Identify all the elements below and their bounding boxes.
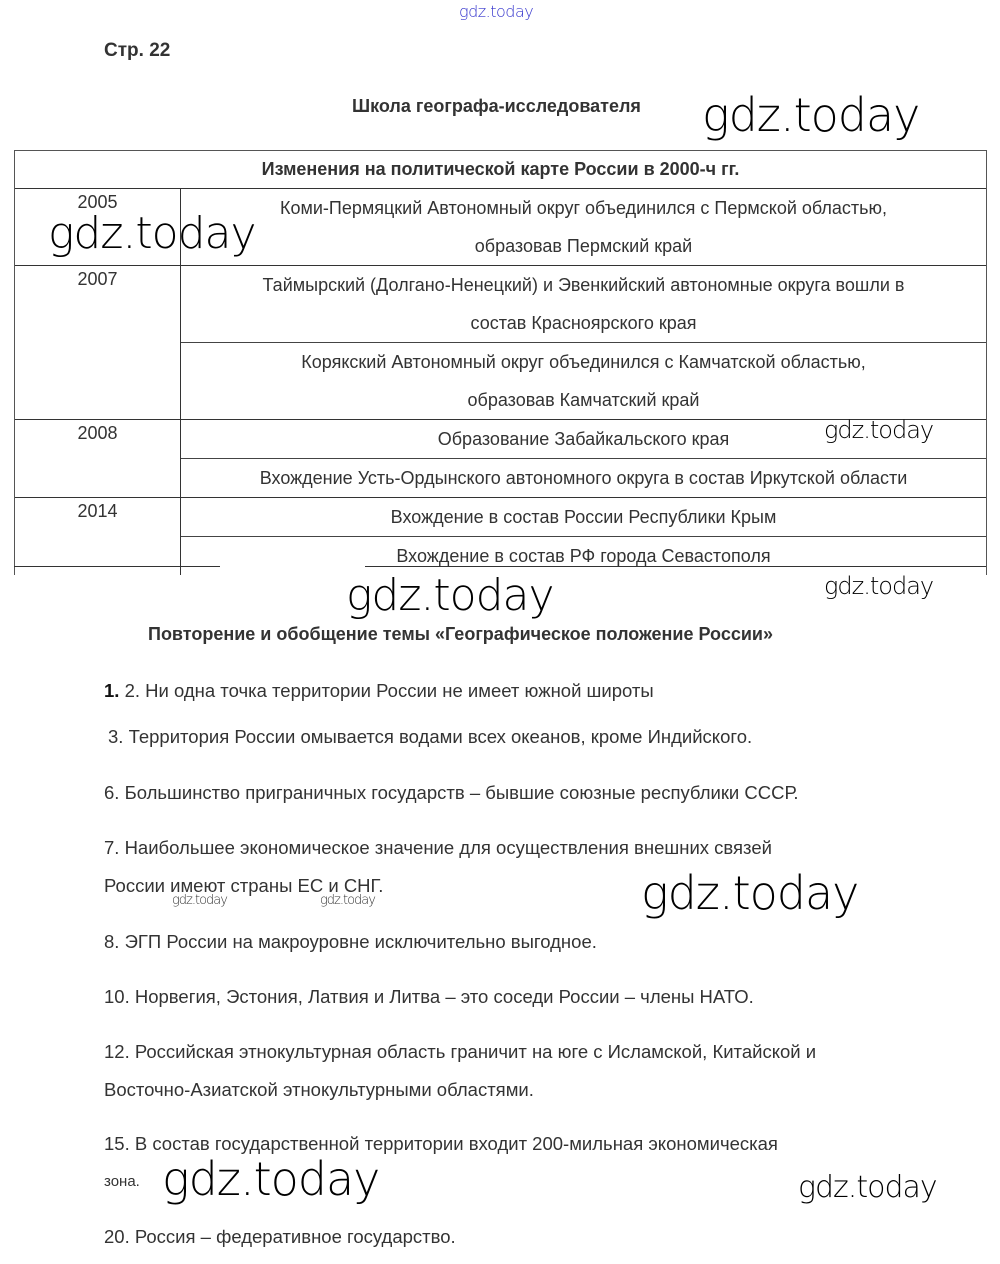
event-line: Корякский Автономный округ объединился с Камчатской областью,	[301, 352, 866, 372]
watermark: gdz.today	[320, 893, 375, 908]
table-bottom-border	[14, 566, 220, 567]
page-number: Стр. 22	[104, 40, 171, 61]
answer-item: 7. Наибольшее экономическое значение для осуществления внешних связей	[104, 837, 772, 858]
task-number: 1.	[104, 680, 120, 701]
answer-item: 20. Россия – федеративное государство.	[104, 1226, 456, 1247]
answer-item-continuation: зона.	[104, 1173, 140, 1190]
year-cell: 2014	[15, 498, 181, 575]
answer-item	[104, 680, 654, 702]
watermark: gdz.today	[824, 572, 934, 600]
answer-item: 8. ЭГП России на макроуровне исключительно выгодное.	[104, 931, 597, 952]
event-line: состав Красноярского края	[470, 313, 697, 333]
watermark-top: gdz.today	[459, 2, 534, 21]
watermark: gdz.today	[798, 1170, 937, 1205]
event-line: Коми-Пермяцкий Автономный округ объединился с Пермской областью,	[279, 198, 888, 218]
event-line: Вхождение в состав России Республики Крым	[390, 507, 777, 527]
section-title-explorer-school: Школа географа-исследователя	[352, 96, 641, 116]
answer-item-continuation: Восточно-Азиатской этнокультурными областями.	[104, 1079, 534, 1100]
event-cell	[181, 537, 986, 575]
event-line: образовав Пермский край	[474, 236, 693, 256]
watermark: gdz.today	[702, 88, 920, 142]
year-cell: 2008	[15, 420, 181, 497]
watermark: gdz.today	[172, 893, 227, 908]
event-cell	[181, 266, 986, 343]
event-line: Вхождение в состав РФ города Севастополя	[396, 546, 771, 566]
event-cell	[181, 189, 986, 265]
answer-item: 10. Норвегия, Эстония, Латвия и Литва – это соседи России – члены НАТО.	[104, 986, 754, 1007]
table-bottom-border	[365, 566, 986, 567]
answer-text: 2. Ни одна точка территории России не имеет южной широты	[124, 680, 654, 701]
answer-item: 15. В состав государственной территории входит 200-мильная экономическая	[104, 1133, 778, 1154]
answer-item: 3. Территория России омывается водами всех океанов, кроме Индийского.	[108, 726, 753, 747]
event-line: образовав Камчатский край	[467, 390, 700, 410]
table-row-2007	[15, 266, 986, 420]
table-header: Изменения на политической карте России в 2000-ч гг.	[15, 151, 986, 189]
event-line: Вхождение Усть-Ордынского автономного округа в состав Иркутской области	[259, 468, 908, 488]
event-cell	[181, 343, 986, 419]
answer-item: 6. Большинство приграничных государств – бывшие союзные республики СССР.	[104, 782, 799, 803]
event-line: Образование Забайкальского края	[437, 429, 730, 449]
watermark: gdz.today	[824, 416, 934, 444]
watermark: gdz.today	[641, 866, 859, 920]
table-row-2014	[15, 498, 986, 575]
event-cell	[181, 459, 986, 497]
answer-item-continuation: России имеют страны ЕС и СНГ.	[104, 875, 384, 896]
event-line: Таймырский (Долгано-Ненецкий) и Эвенкийский автономные округа вошли в	[262, 275, 905, 295]
section-title-review: Повторение и обобщение темы «Географическое положение России»	[148, 624, 773, 644]
watermark: gdz.today	[162, 1152, 380, 1206]
watermark: gdz.today	[48, 208, 256, 259]
answer-item: 12. Российская этнокультурная область граничит на юге с Исламской, Китайской и	[104, 1041, 817, 1062]
year-cell: 2007	[15, 266, 181, 419]
year-cell: 2005	[15, 189, 181, 265]
event-cell	[181, 498, 986, 537]
watermark: gdz.today	[346, 570, 554, 621]
